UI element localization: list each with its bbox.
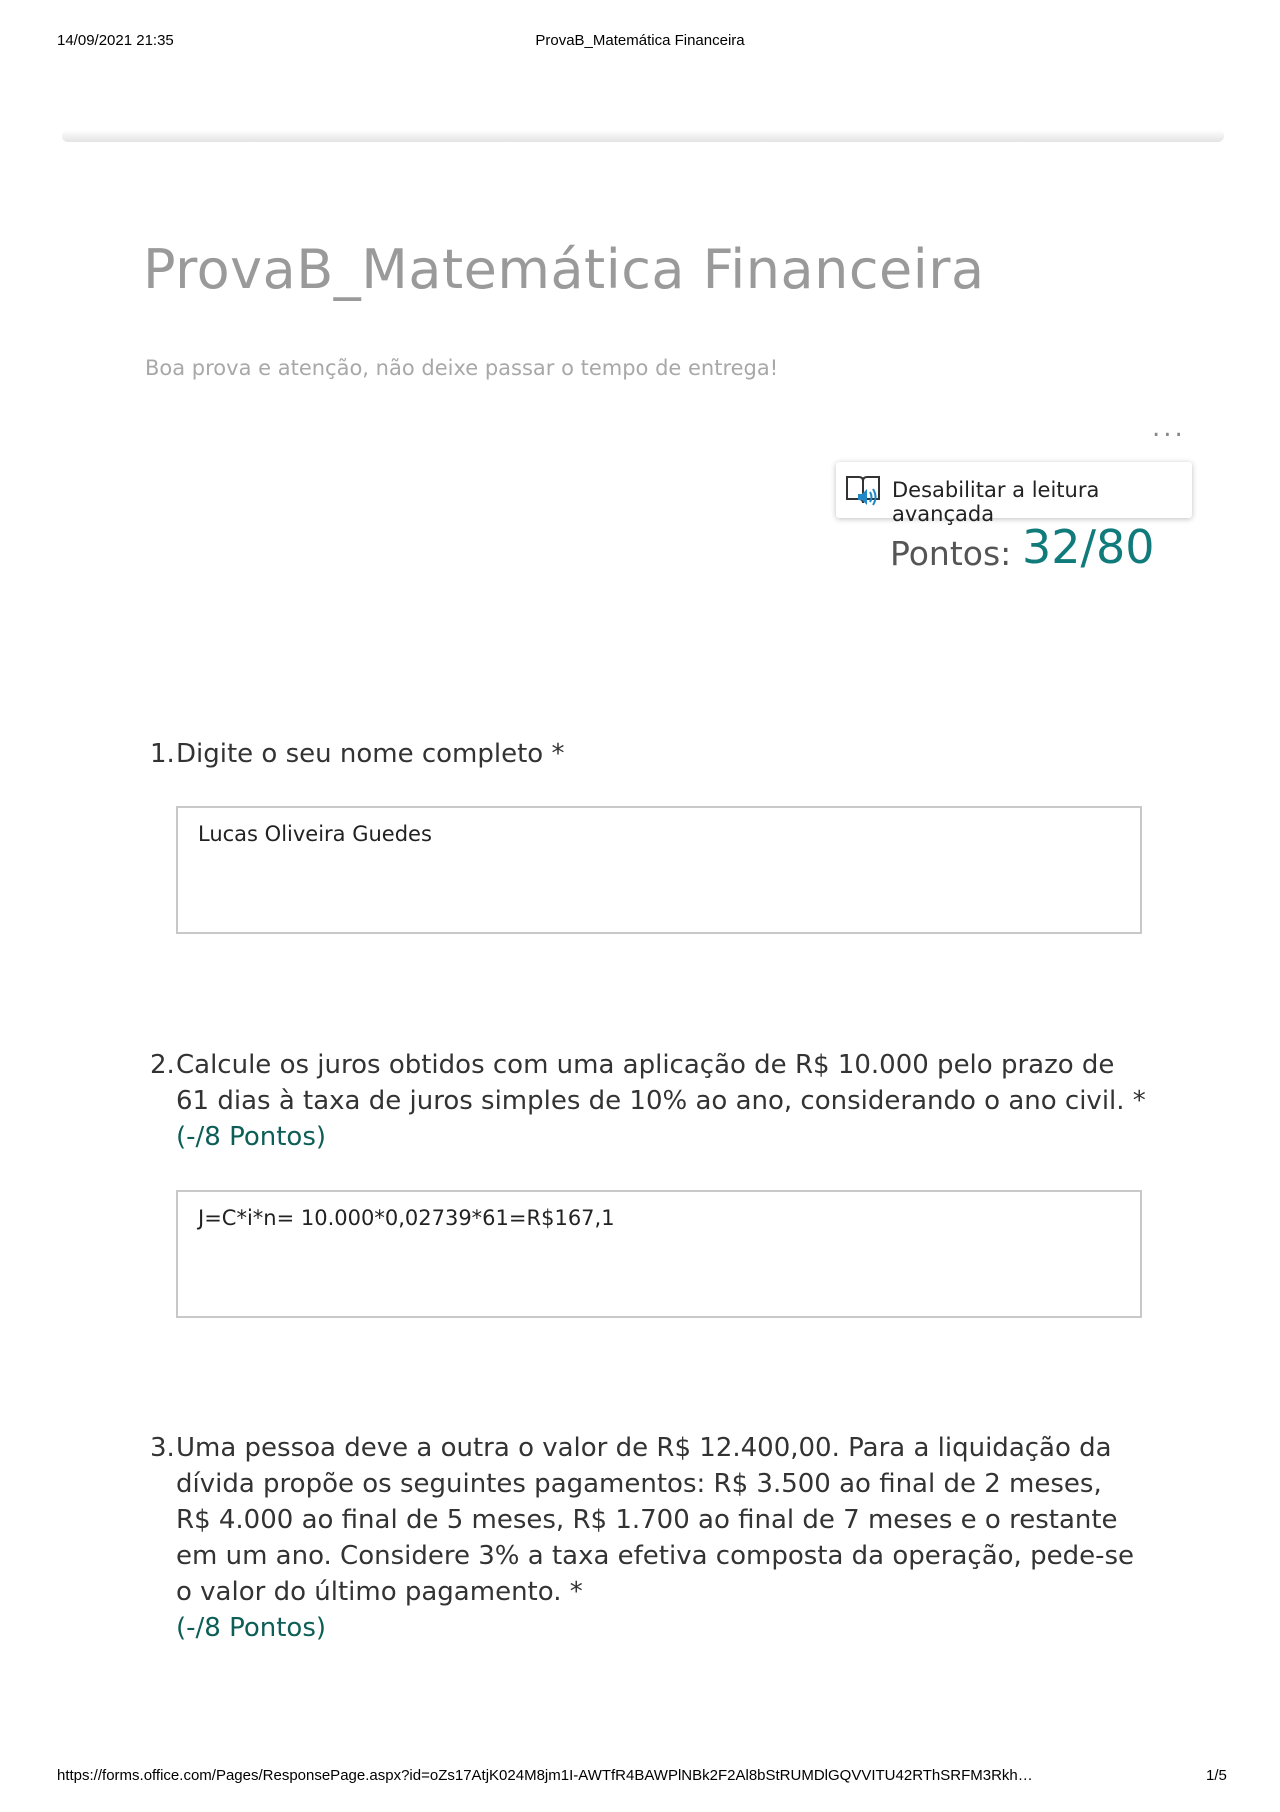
immersive-reader-label: Desabilitar a leitura avançada — [892, 478, 1100, 526]
answer-field-1[interactable] — [176, 806, 1142, 934]
form-title: ProvaB_Matemática Financeira — [143, 238, 985, 301]
answer-field-2[interactable] — [176, 1190, 1142, 1318]
question-text: Uma pessoa deve a outra o valor de R$ 12.400,00. Para a liquidação da dívida propõe os seguintes pagamentos: R$ 3.500 ao final de 2 meses, R$ 4.000 ao final de 5 meses, R$ 1.700 ao final de 7 meses e o restante em um ano. Considere 3% a taxa efetiva composta da operação, pede-se o valor do último pagamento. * — [176, 1433, 1135, 1607]
print-header — [0, 32, 1280, 52]
question-number: 1. — [150, 739, 175, 769]
score-value: 32/80 — [1022, 520, 1155, 574]
answer-text: Lucas Oliveira Guedes — [198, 822, 432, 846]
print-datetime: 14/09/2021 21:35 — [57, 32, 174, 49]
question-2 — [150, 1047, 1150, 1155]
question-number: 2. — [150, 1050, 175, 1080]
more-options-button[interactable]: ... — [1152, 413, 1186, 443]
question-text: Calcule os juros obtidos com uma aplicação de R$ 10.000 pelo prazo de 61 dias à taxa de juros simples de 10% ao ano, considerando o ano civil. * — [176, 1050, 1146, 1116]
print-footer — [0, 1767, 1280, 1787]
print-url: https://forms.office.com/Pages/ResponsePage.aspx?id=oZs17AtjK024M8jm1I-AWTfR4BAWPlNBk2F2Al8bStRUMDlGQVVITU42RThSRFM3Rkh… — [57, 1767, 1033, 1784]
question-text: Digite o seu nome completo * — [176, 739, 565, 769]
form-top-divider — [62, 130, 1224, 142]
print-page-number: 1/5 — [1206, 1767, 1227, 1784]
print-document-title: ProvaB_Matemática Financeira — [535, 32, 745, 49]
immersive-reader-icon — [844, 472, 884, 508]
question-3 — [150, 1430, 1140, 1646]
answer-text: J=C*i*n= 10.000*0,02739*61=R$167,1 — [198, 1206, 615, 1230]
question-1 — [150, 736, 1150, 772]
question-points: (-/8 Pontos) — [176, 1613, 327, 1643]
form-subtitle: Boa prova e atenção, não deixe passar o tempo de entrega! — [145, 356, 779, 380]
immersive-reader-button[interactable] — [836, 462, 1192, 526]
score-label: Pontos: — [890, 534, 1012, 573]
question-points: (-/8 Pontos) — [176, 1122, 327, 1152]
question-number: 3. — [150, 1433, 175, 1463]
